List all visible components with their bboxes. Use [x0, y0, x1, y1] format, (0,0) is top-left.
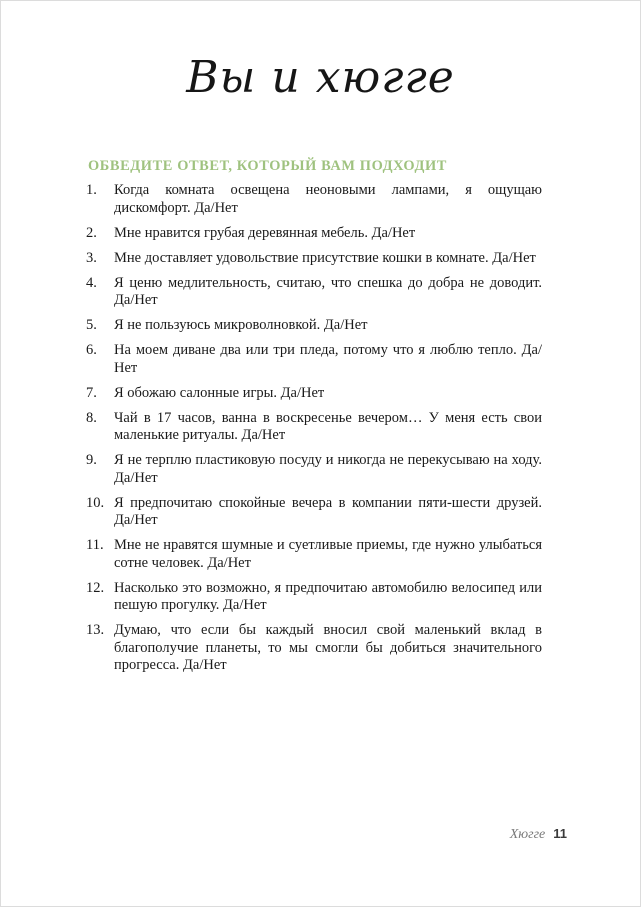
item-text: Насколько это возможно, я предпочитаю автомобилю велосипед или пешую прогулку. Да/Нет — [114, 579, 542, 613]
item-number: 11. — [86, 537, 104, 553]
list-item — [86, 537, 542, 572]
item-number: 3. — [86, 249, 97, 266]
item-text: Мне доставляет удовольствие присутствие кошки в комнате. Да/Нет — [114, 249, 536, 266]
item-number: 13. — [86, 622, 105, 638]
item-number: 1. — [86, 182, 97, 198]
item-number: 8. — [86, 409, 97, 426]
item-number: 10. — [86, 494, 105, 511]
item-text: Мне нравится грубая деревянная мебель. Да/Нет — [114, 224, 416, 241]
list-item — [86, 622, 542, 675]
item-text: Когда комната освещена неоновыми лампами, я ощущаю дискомфорт. Да/Нет — [114, 182, 542, 216]
list-item — [86, 452, 542, 487]
item-number: 4. — [86, 274, 97, 291]
item-text: На моем диване два или три пледа, потому что я люблю тепло. Да/Нет — [114, 342, 542, 376]
item-text: Я предпочитаю спокойные вечера в компании пяти-шести друзей. Да/Нет — [114, 494, 542, 528]
list-item — [86, 182, 542, 217]
page-footer — [510, 826, 567, 843]
item-text: Чай в 17 часов, ванна в воскресенье вечером… У меня есть свои маленькие ритуалы. Да/Нет — [114, 409, 542, 443]
list-item — [86, 410, 542, 445]
item-text: Думаю, что если бы каждый вносил свой маленький вклад в благополучие планеты, то мы смогли бы добиться значительного прогресса. Да/Нет — [114, 622, 542, 673]
list-item — [86, 250, 542, 268]
page-title: Вы и хюгге — [186, 52, 455, 103]
item-text: Я не терплю пластиковую посуду и никогда не перекусываю на ходу. Да/Нет — [114, 452, 542, 486]
list-item — [86, 342, 542, 377]
page-number: 11 — [553, 826, 567, 841]
list-item — [86, 225, 542, 243]
item-number: 6. — [86, 342, 97, 358]
running-title: Хюгге — [509, 827, 546, 842]
item-text: Мне не нравятся шумные и суетливые приемы, где нужно улыбаться сотне человек. Да/Нет — [114, 537, 542, 571]
item-text: Я не пользуюсь микроволновкой. Да/Нет — [114, 317, 368, 333]
item-number: 7. — [86, 384, 97, 401]
item-text: Я ценю медлительность, считаю, что спешка до добра не доводит. Да/Нет — [114, 274, 542, 308]
section-heading: ОБВЕДИТЕ ОТВЕТ, КОТОРЫЙ ВАМ ПОДХОДИТ — [88, 158, 447, 174]
list-item — [86, 317, 542, 335]
item-text: Я обожаю салонные игры. Да/Нет — [114, 384, 325, 401]
list-item — [86, 495, 542, 530]
item-number: 9. — [86, 452, 97, 468]
question-list — [86, 182, 542, 682]
list-item — [86, 385, 542, 403]
item-number: 5. — [86, 317, 97, 333]
item-number: 12. — [86, 579, 105, 596]
item-number: 2. — [86, 224, 97, 241]
list-item — [86, 580, 542, 615]
list-item — [86, 275, 542, 310]
